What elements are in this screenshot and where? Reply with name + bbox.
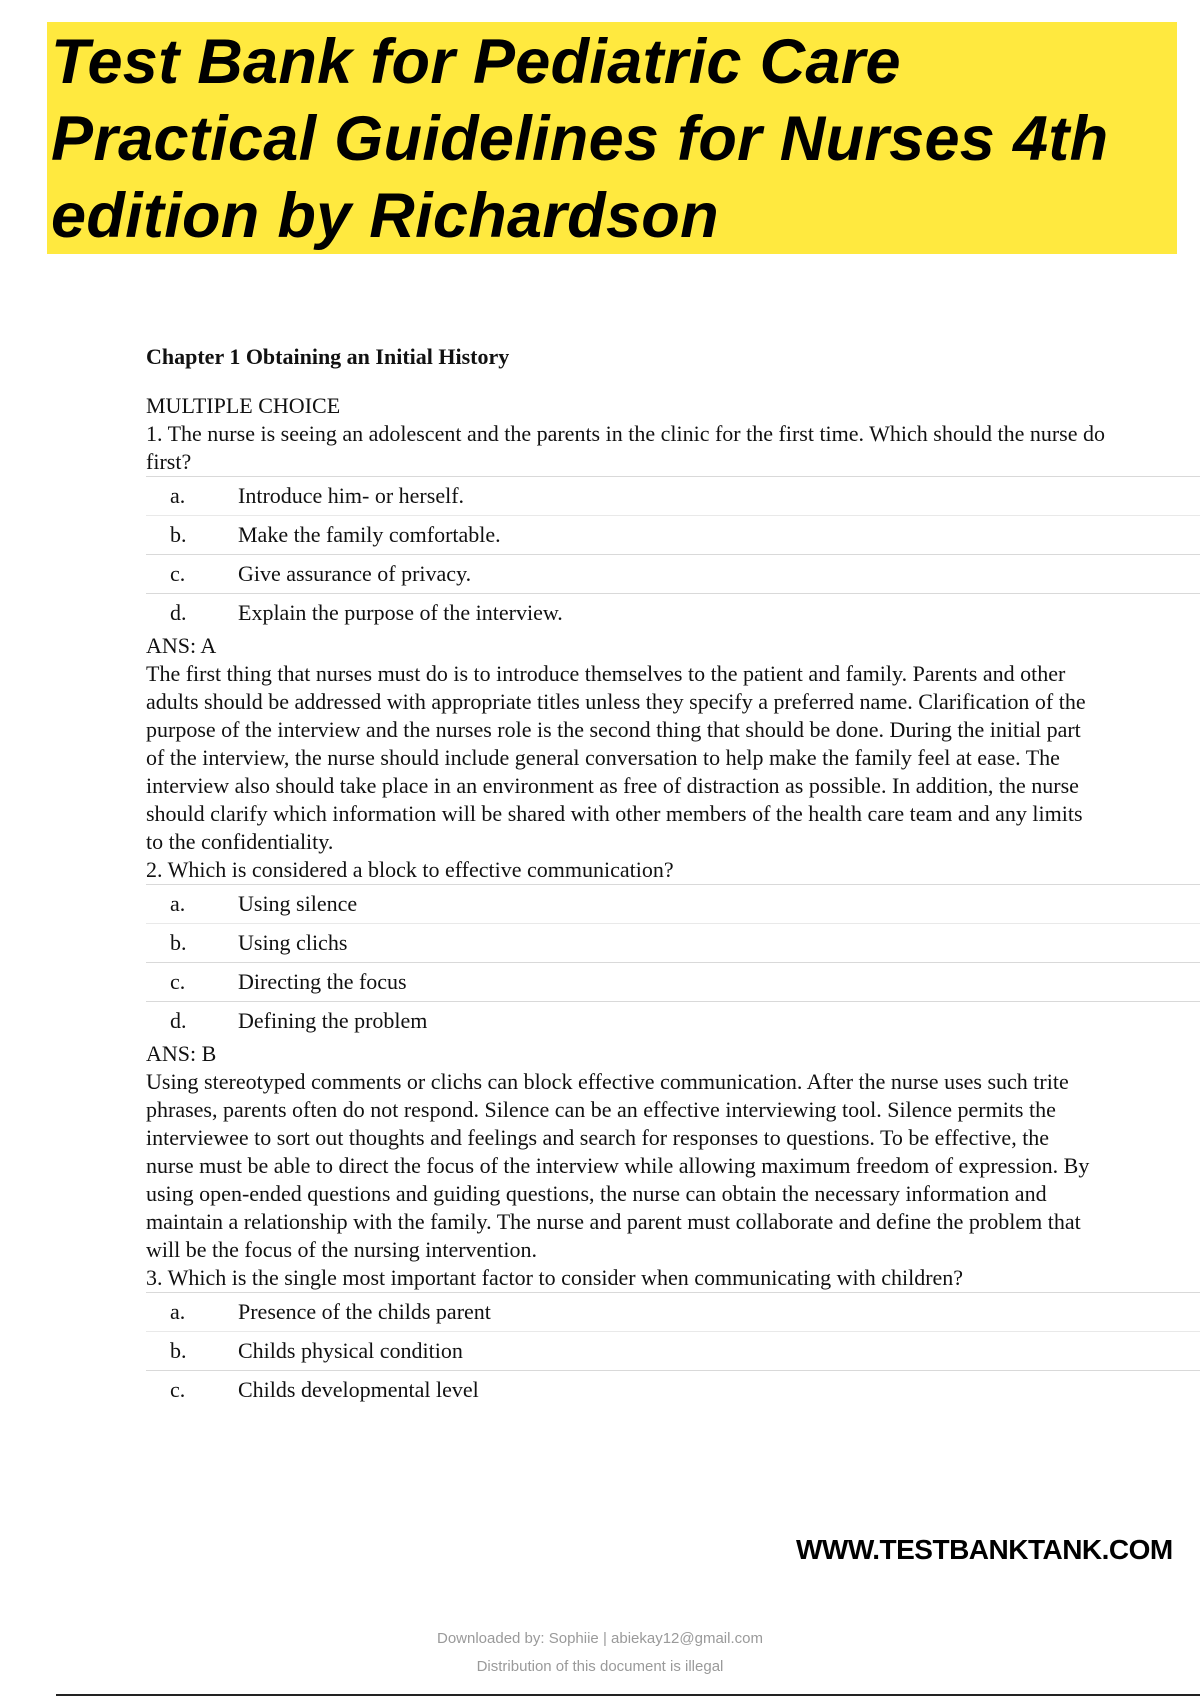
bottom-divider: [56, 1694, 1200, 1696]
distribution-notice: Distribution of this document is illegal: [476, 1658, 724, 1675]
option-letter: b.: [170, 1338, 187, 1363]
option-letter: c.: [170, 561, 186, 586]
question-3: [146, 1264, 1200, 1409]
option-c: [146, 962, 1200, 1001]
chapter-title: Chapter 1 Obtaining an Initial History: [146, 344, 510, 369]
question-1: [146, 420, 1200, 856]
document-title: Test Bank for Pediatric Care Practical Guidelines for Nurses 4th edition by Richardson: [51, 27, 1109, 251]
question-stem: 1. The nurse is seeing an adolescent and the parents in the clinic for the first time. Which should the nurse do first?: [146, 421, 1105, 474]
question-stem: 2. Which is considered a block to effective communication?: [146, 857, 674, 882]
option-b: [146, 923, 1200, 962]
option-letter: b.: [170, 930, 187, 955]
title-banner: [47, 22, 1177, 254]
website-link[interactable]: WWW.TESTBANKTANK.COM: [796, 1534, 1173, 1565]
option-letter: a.: [170, 1299, 186, 1324]
option-c: [146, 554, 1200, 593]
option-list: [146, 476, 1200, 632]
document-body: [146, 340, 1200, 1409]
option-text: Give assurance of privacy.: [238, 561, 472, 586]
rationale: Using stereotyped comments or clichs can block effective communication. After the nurse uses such trite phrases, parents often do not respond. Silence can be an effective interviewing tool. Silence permits the interviewee to sort out thoughts and feelings and search for responses to questions. To be effective, the nurse must be able to direct the focus of the interview while allowing maximum freedom of expression. By using open-ended questions and guiding questions, the nurse can obtain the necessary information and maintain a relationship with the family. The nurse and parent must collaborate and define the problem that will be the focus of the nursing intervention.: [146, 1069, 1090, 1262]
option-text: Presence of the childs parent: [238, 1299, 491, 1324]
option-text: Using clichs: [238, 930, 348, 955]
option-a: [146, 1292, 1200, 1331]
option-list: [146, 1292, 1200, 1409]
option-text: Introduce him- or herself.: [238, 483, 465, 508]
option-b: [146, 1331, 1200, 1370]
option-text: Directing the focus: [238, 969, 407, 994]
answer-key: ANS: A: [146, 633, 217, 658]
option-a: [146, 476, 1200, 515]
option-c: [146, 1370, 1200, 1409]
option-letter: c.: [170, 969, 186, 994]
question-2: [146, 856, 1200, 1264]
option-letter: b.: [170, 522, 187, 547]
option-letter: d.: [170, 600, 187, 625]
answer-key: ANS: B: [146, 1041, 217, 1066]
option-b: [146, 515, 1200, 554]
option-text: Childs physical condition: [238, 1338, 463, 1363]
option-letter: a.: [170, 891, 186, 916]
option-a: [146, 884, 1200, 923]
option-text: Defining the problem: [238, 1008, 428, 1033]
option-letter: a.: [170, 483, 186, 508]
option-letter: c.: [170, 1377, 186, 1402]
download-notice: Downloaded by: Sophiie | abiekay12@gmail.com: [437, 1630, 763, 1647]
option-d: [146, 1001, 1200, 1040]
option-text: Using silence: [238, 891, 358, 916]
option-text: Explain the purpose of the interview.: [238, 600, 563, 625]
rationale: The first thing that nurses must do is to introduce themselves to the patient and family. Parents and other adults should be addressed with appropriate titles unless they specify a preferred name. Clarification of the purpose of the interview and the nurses role is the second thing that should be done. During the initial part of the interview, the nurse should include general conversation to help make the family feel at ease. The interview also should take place in an environment as free of distraction as possible. In addition, the nurse should clarify which information will be shared with other members of the health care team and any limits to the confidentiality.: [146, 661, 1086, 854]
option-list: [146, 884, 1200, 1040]
option-d: [146, 593, 1200, 632]
section-label: MULTIPLE CHOICE: [146, 393, 341, 418]
option-text: Make the family comfortable.: [238, 522, 501, 547]
option-letter: d.: [170, 1008, 187, 1033]
question-stem: 3. Which is the single most important factor to consider when communicating with children?: [146, 1265, 964, 1290]
option-text: Childs developmental level: [238, 1377, 479, 1402]
